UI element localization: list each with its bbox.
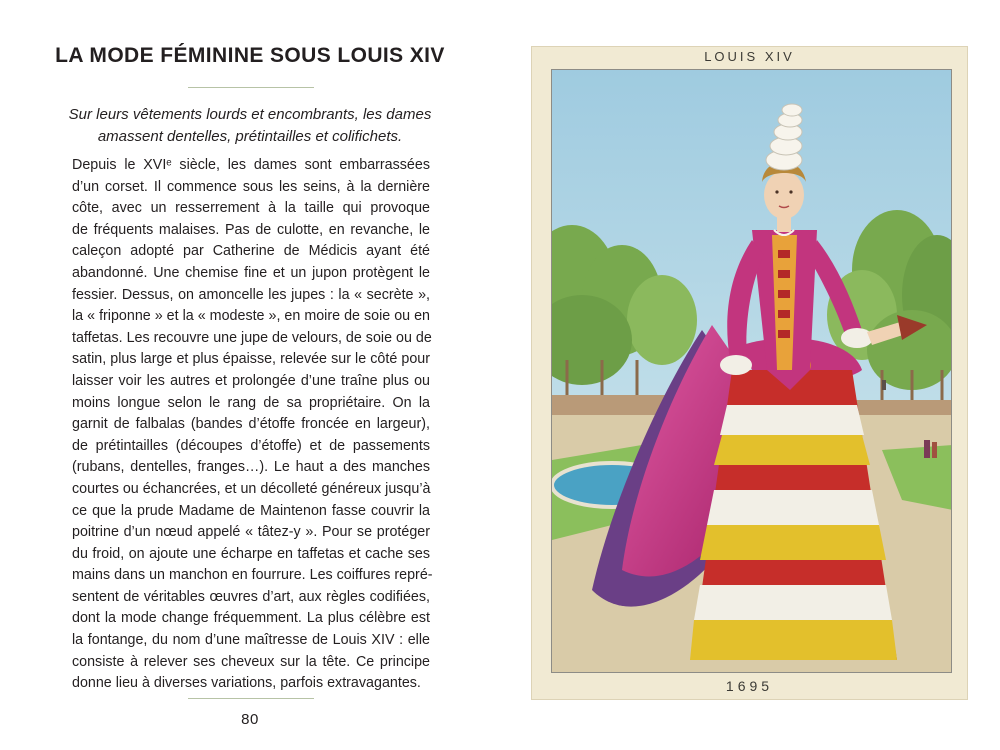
woman-in-pink-gown-illustration bbox=[552, 70, 952, 673]
body-line: taffetas. Les recouvre une jupe de velours, de soie ou de bbox=[72, 329, 432, 346]
body-line: Depuis le XVIᵉ siècle, les dames sont embarrassées bbox=[72, 157, 430, 173]
body-line: de fréquents malaises. Pas de culotte, en revanche, le bbox=[72, 221, 430, 238]
footer-divider bbox=[188, 698, 314, 699]
body-line: la « friponne » et la « modeste », en moire de soie ou en bbox=[72, 308, 430, 325]
body-line: ce que la prude Madame de Maintenon fasse couvrir la bbox=[72, 502, 430, 519]
body-line: dont la mode change fréquemment. La plus célèbre est bbox=[72, 610, 430, 627]
body-line: la fontange, du nom d’une maîtresse de Louis XIV : elle bbox=[72, 632, 430, 649]
body-line: laisser voir les autres et prolongée d’une traîne plus ou bbox=[72, 372, 430, 389]
subtitle-line: amassent dentelles, prétintailles et colifichets. bbox=[97, 127, 403, 145]
title-divider bbox=[188, 87, 314, 88]
body-line: côte, avec un resserrement à la taille qui provoque bbox=[72, 200, 430, 217]
body-line: poitrine d’un nœud appelé « tâtez-y ». Pour se protéger bbox=[72, 524, 430, 541]
body-line: caleçon adopté par Catherine de Médicis ayant été bbox=[72, 243, 430, 260]
body-line: de prétintailles (découpes d’étoffe) et de passements bbox=[72, 437, 430, 454]
illustration-card bbox=[531, 46, 968, 700]
body-line: courtes ou échancrées, et un décolleté généreux jusqu’à bbox=[72, 480, 431, 497]
page-title: LA MODE FÉMININE SOUS LOUIS XIV bbox=[55, 44, 445, 67]
body-line: consiste à relever ses cheveux sur la tête. Ce principe bbox=[72, 653, 430, 670]
body-line: satin, plus large et plus épaisse, relevée sur le côté pour bbox=[72, 351, 430, 368]
body-line: sentent de véritables œuvres d’art, aux règles codifiées, bbox=[72, 588, 430, 605]
body-line: donne lieu à diverses variations, parfois extravagantes. bbox=[72, 675, 421, 692]
body-line: abandonné. Une chemise fine et un jupon protègent le bbox=[72, 264, 430, 281]
body-line: garnit de falbalas (bandes d’étoffe froncée en largeur), bbox=[72, 416, 430, 433]
body-text bbox=[72, 155, 433, 695]
card-caption-top: LOUIS XIV bbox=[704, 49, 795, 64]
body-line: mains dans un manchon en fourrure. Les coiffures repré- bbox=[72, 567, 433, 584]
card-caption-year: 1695 bbox=[725, 678, 774, 694]
body-line: du froid, on ajoute une écharpe en taffetas et cache ses bbox=[72, 545, 430, 562]
page-number: 80 bbox=[241, 711, 259, 728]
subtitle bbox=[66, 104, 434, 147]
body-line: fessier. Dessus, on amoncelle les jupes : la « secrète », bbox=[72, 286, 430, 303]
body-line: moins longue selon le rang de sa propriétaire. On la bbox=[72, 394, 430, 411]
body-line: (rubans, dentelles, franges…). Le haut a des manches bbox=[72, 459, 430, 476]
body-line: d’un corset. Il commence sous les seins, à la dernière bbox=[72, 178, 430, 195]
subtitle-line: Sur leurs vêtements lourds et encombrants, les dames bbox=[68, 106, 432, 123]
illustration bbox=[551, 69, 952, 673]
